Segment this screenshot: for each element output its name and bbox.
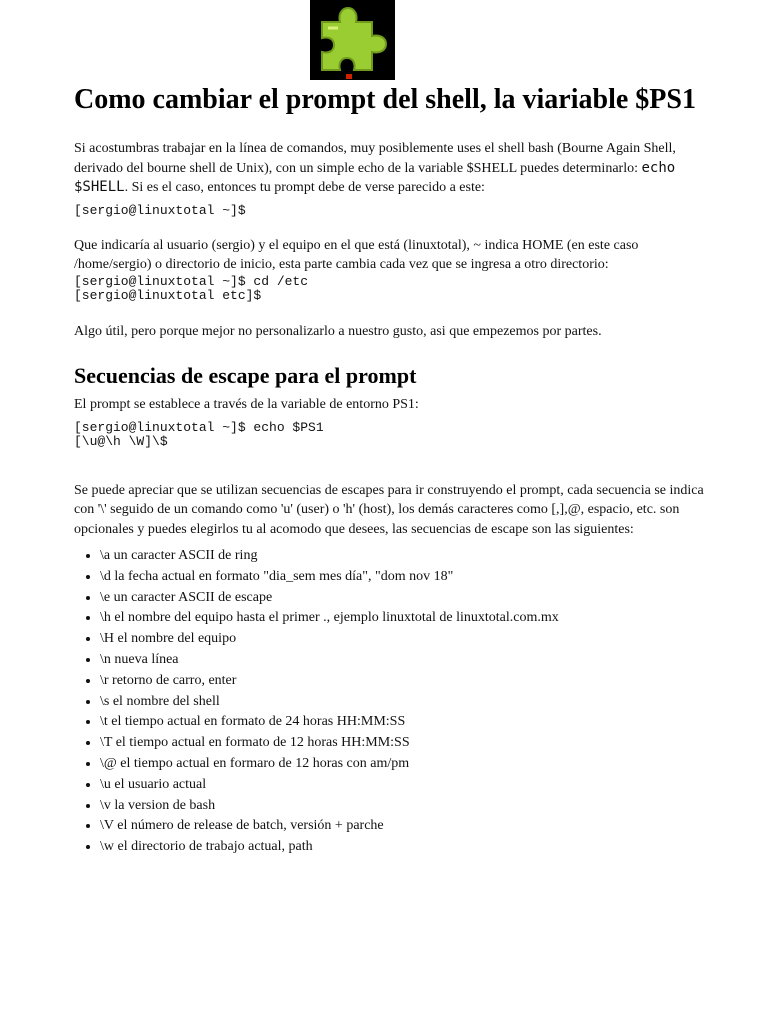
paragraph-escapes: Se puede apreciar que se utilizan secuencias de escapes para ir construyendo el prompt, cada secuencia se indica con '\' seguido de un comando como 'u' (user) o 'h' (host), los demás caracteres como [,],@, espacio, etc. son opcionales y puedes elegirlos tu al acomodo que desees, las secuencias de escape son las siguientes: [74,482,704,537]
section-title: Secuencias de escape para el prompt [74,363,417,388]
escape-sequence-list [74,546,704,858]
code-block-echo: [sergio@linuxtotal ~]$ echo $PS1 [\u@\h \W]\$ [74,419,324,449]
list-item: • \e un caracter ASCII de escape [100,588,704,609]
paragraph-ps1: El prompt se establece a través de la variable de entorno PS1: [74,397,419,412]
list-item: • \h el nombre del equipo hasta el primer ., ejemplo linuxtotal de linuxtotal.com.mx [100,608,704,629]
list-item: • \r retorno de carro, enter [100,671,704,692]
code-block-cd: [sergio@linuxtotal ~]$ cd /etc [sergio@linuxtotal etc]$ [74,273,309,303]
code-block-prompt: [sergio@linuxtotal ~]$ [74,202,246,218]
puzzle-piece-icon [310,0,395,80]
list-item: • \a un caracter ASCII de ring [100,546,704,567]
inline-code: echo $SHELL [74,159,676,195]
list-item: • \H el nombre del equipo [100,629,704,650]
intro-text-after: . Si es el caso, entonces tu prompt debe de verse parecido a este: [124,180,485,195]
list-item: • \t el tiempo actual en formato de 24 horas HH:MM:SS [100,712,704,733]
list-item: • \n nueva línea [100,650,704,671]
intro-text: Si acostumbras trabajar en la línea de comandos, muy posiblemente uses el shell bash (Bourne Again Shell, derivado del bourne shell de Unix), con un simple echo de la variable $SHELL puedes determinarlo: [74,141,676,176]
list-item: • \@ el tiempo actual en formaro de 12 horas con am/pm [100,754,704,775]
list-item: • \T el tiempo actual en formato de 12 horas HH:MM:SS [100,733,704,754]
list-item: • \u el usuario actual [100,775,704,796]
list-item: • \w el directorio de trabajo actual, path [100,837,704,858]
list-item: • \s el nombre del shell [100,692,704,713]
intro-paragraph [74,139,704,198]
paragraph-util: Algo útil, pero porque mejor no personalizarlo a nuestro gusto, asi que empezemos por partes. [74,323,602,339]
paragraph-home: Que indicaría al usuario (sergio) y el equipo en el que está (linuxtotal), ~ indica HOME (en este caso /home/sergio) o directorio de inicio, esta parte cambia cada vez que se ingresa a otro directorio: [74,237,639,272]
article-content [74,84,704,858]
article-title: Como cambiar el prompt del shell, la viariable $PS1 [74,84,696,115]
list-item: • \d la fecha actual en formato "dia_sem mes día", "dom nov 18" [100,567,704,588]
list-item: • \v la version de bash [100,796,704,817]
list-item: • \V el número de release de batch, versión + parche [100,816,704,837]
